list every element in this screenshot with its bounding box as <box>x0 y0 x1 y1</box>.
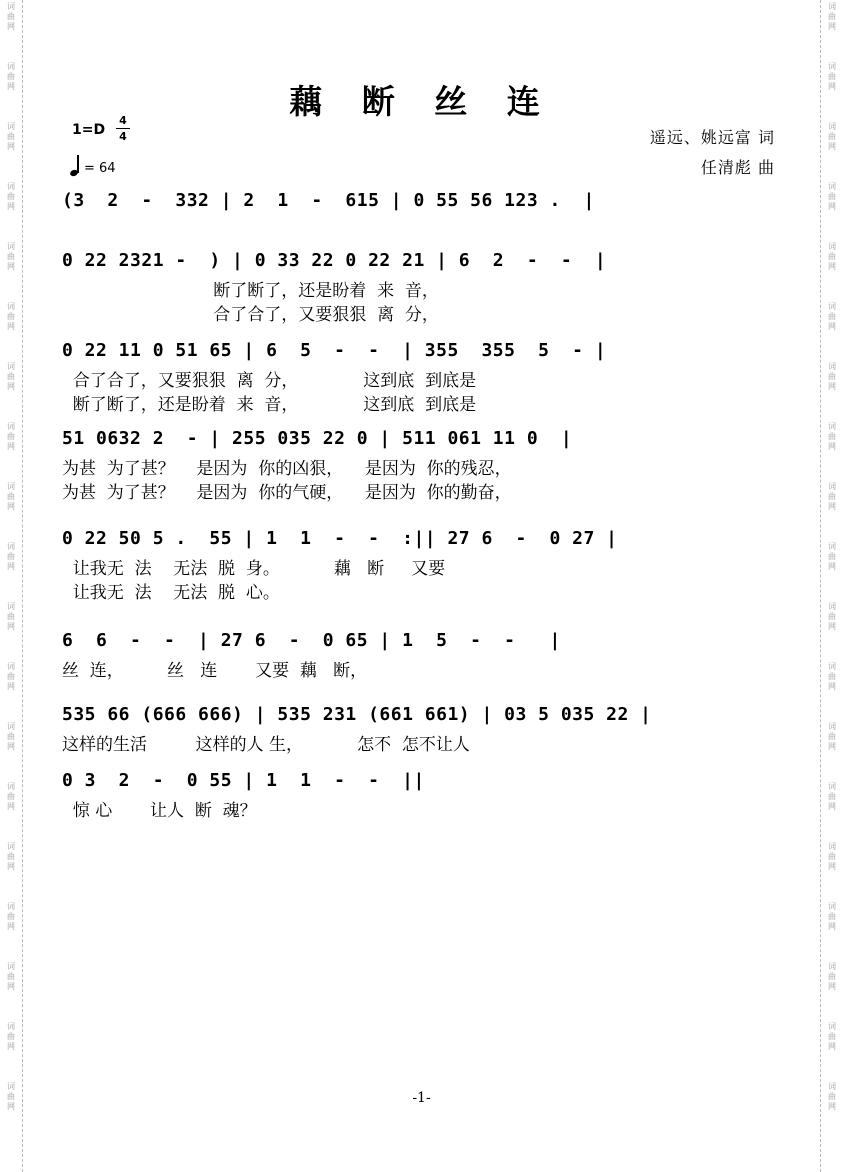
watermark-stamp: 词 曲 网 <box>7 422 15 451</box>
lyric-line: 让我无 法 无法 脱 身。 藕 断 又要 <box>62 559 446 579</box>
watermark-stamp: 词 曲 网 <box>7 962 15 991</box>
time-signature-divider <box>116 128 130 129</box>
watermark-stamp: 词 曲 网 <box>7 122 15 151</box>
watermark-stamp: 词 曲 网 <box>7 1022 15 1051</box>
score-notes-line: 535 66 (666 666) | 535 231 (661 661) | 03 5 035 22 | <box>62 704 652 725</box>
watermark-stamp: 词 曲 网 <box>7 1082 15 1111</box>
lyric-line: 惊 心 让人 断 魂？ <box>62 801 257 821</box>
watermark-stamp: 词 曲 网 <box>828 1022 836 1051</box>
tempo-marking <box>70 154 116 176</box>
watermark-stamp: 词 曲 网 <box>828 722 836 751</box>
score-notes-line: (3 2 - 332 | 2 1 - 615 | 0 55 56 123 . | <box>62 190 595 211</box>
time-signature-top: 4 <box>119 114 127 127</box>
watermark-stamp: 词 曲 网 <box>828 302 836 331</box>
score-notes-line: 0 22 50 5 . 55 | 1 1 - - :|| 27 6 - 0 27 | <box>62 528 618 549</box>
watermark-stamp: 词 曲 网 <box>828 662 836 691</box>
page-number: -1- <box>412 1090 431 1106</box>
quarter-note-icon <box>70 154 82 176</box>
watermark-stamp: 词 曲 网 <box>828 242 836 271</box>
left-margin-watermark-strip <box>0 0 23 1172</box>
watermark-stamp: 词 曲 网 <box>828 782 836 811</box>
lyric-line: 为甚 为了甚？ 是因为 你的凶狠， 是因为 你的残忍， <box>62 459 512 479</box>
watermark-stamp: 词 曲 网 <box>828 902 836 931</box>
lyric-line: 断了断了，还是盼着 来 音， 这到底 到底是 <box>62 395 477 415</box>
watermark-stamp: 词 曲 网 <box>828 1082 836 1111</box>
watermark-stamp: 词 曲 网 <box>828 62 836 91</box>
lyric-line: 让我无 法 无法 脱 心。 <box>62 583 280 603</box>
watermark-stamp: 词 曲 网 <box>828 482 836 511</box>
lyric-line: 合了合了，又要狠狠 离 分， 这到底 到底是 <box>62 371 477 391</box>
watermark-stamp: 词 曲 网 <box>7 542 15 571</box>
watermark-stamp: 词 曲 网 <box>828 602 836 631</box>
watermark-stamp: 词 曲 网 <box>828 182 836 211</box>
watermark-stamp: 词 曲 网 <box>7 662 15 691</box>
watermark-stamp: 词 曲 网 <box>7 722 15 751</box>
watermark-stamp: 词 曲 网 <box>7 362 15 391</box>
watermark-stamp: 词 曲 网 <box>828 2 836 31</box>
time-signature <box>116 114 130 143</box>
watermark-stamp: 词 曲 网 <box>828 122 836 151</box>
watermark-stamp: 词 曲 网 <box>7 182 15 211</box>
key-signature: 1=D <box>72 122 106 138</box>
watermark-stamp: 词 曲 网 <box>828 542 836 571</box>
watermark-stamp: 词 曲 网 <box>7 302 15 331</box>
song-title: 藕 断 丝 连 <box>289 82 554 121</box>
lyricist-credit: 遥远、姚远富 词 <box>649 128 775 147</box>
score-notes-line: 6 6 - - | 27 6 - 0 65 | 1 5 - - | <box>62 630 561 651</box>
watermark-stamp: 词 曲 网 <box>7 782 15 811</box>
lyric-line: 断了断了，还是盼着 来 音， <box>62 281 439 301</box>
tempo-value: = 64 <box>84 161 116 176</box>
lyric-line: 为甚 为了甚？ 是因为 你的气硬， 是因为 你的勤奋， <box>62 483 512 503</box>
lyric-line: 丝 连， 丝 连 又要 藕 断， <box>62 661 368 681</box>
watermark-stamp: 词 曲 网 <box>828 422 836 451</box>
score-notes-line: 0 22 11 0 51 65 | 6 5 - - | 355 355 5 - | <box>62 340 607 361</box>
watermark-stamp: 词 曲 网 <box>828 362 836 391</box>
right-margin-watermark-strip <box>820 0 843 1172</box>
watermark-stamp: 词 曲 网 <box>7 602 15 631</box>
watermark-stamp: 词 曲 网 <box>7 62 15 91</box>
lyric-line: 这样的生活 这样的人 生， 怎不 怎不让人 <box>62 735 470 755</box>
watermark-stamp: 词 曲 网 <box>828 842 836 871</box>
watermark-stamp: 词 曲 网 <box>7 242 15 271</box>
score-notes-line: 51 0632 2 - | 255 035 22 0 | 511 061 11 0 | <box>62 428 573 449</box>
watermark-stamp: 词 曲 网 <box>7 482 15 511</box>
watermark-stamp: 词 曲 网 <box>7 2 15 31</box>
score-notes-line: 0 22 2321 - ) | 0 33 22 0 22 21 | 6 2 - - | <box>62 250 607 271</box>
watermark-stamp: 词 曲 网 <box>828 962 836 991</box>
score-notes-line: 0 3 2 - 0 55 | 1 1 - - || <box>62 770 425 791</box>
time-signature-bottom: 4 <box>119 130 127 143</box>
watermark-stamp: 词 曲 网 <box>7 902 15 931</box>
lyric-line: 合了合了，又要狠狠 离 分， <box>62 305 439 325</box>
composer-credit: 任清彪 曲 <box>700 158 775 177</box>
watermark-stamp: 词 曲 网 <box>7 842 15 871</box>
